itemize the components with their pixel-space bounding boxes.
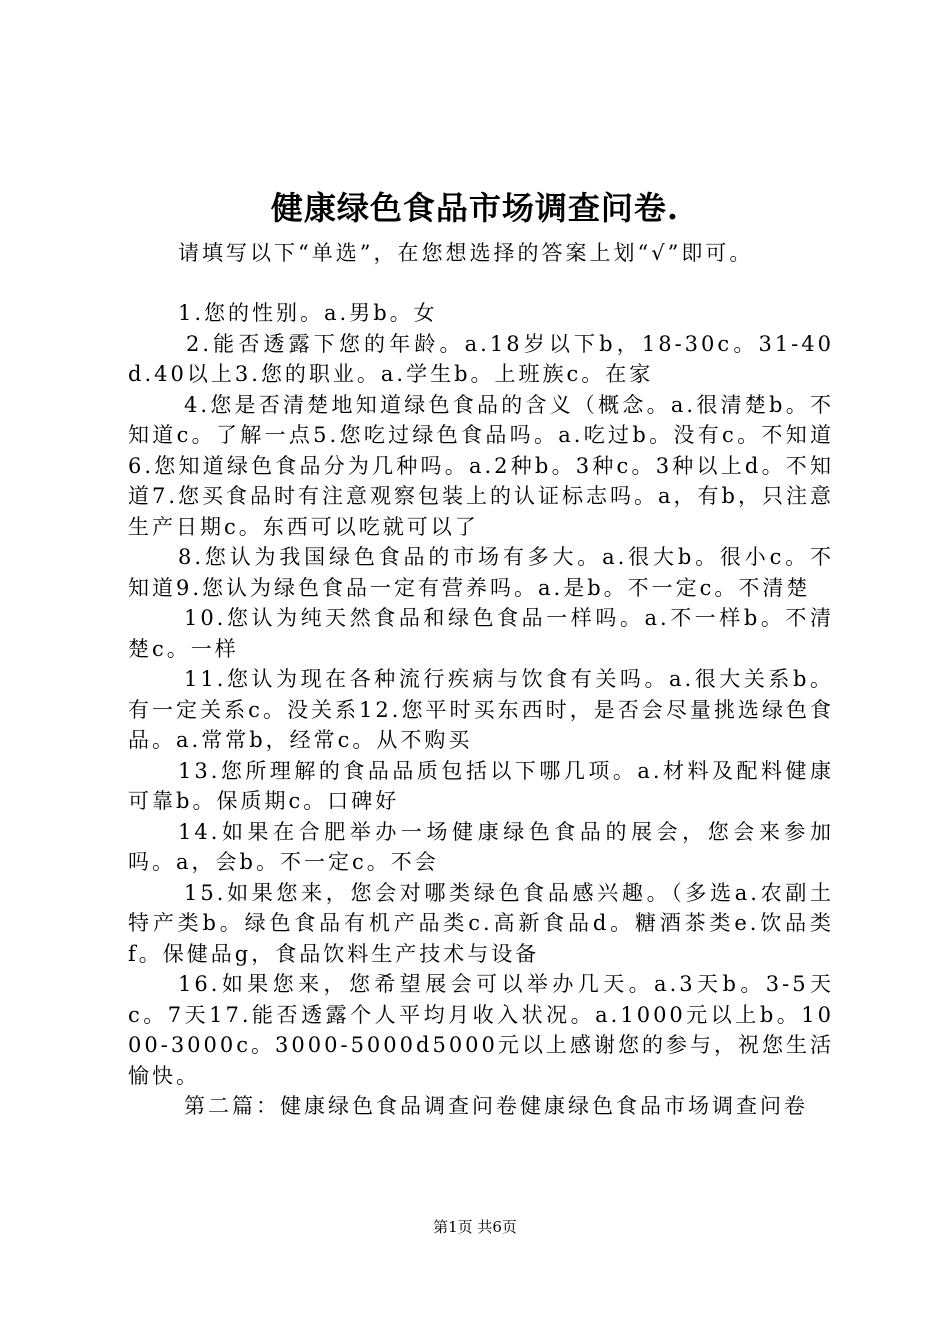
paragraph-2: 2.能否透露下您的年龄。a.18岁以下b，18-30c。31-40d.40以上3.您的职业。a.学生b。上班族c。在家 <box>128 331 834 386</box>
question-list <box>128 298 834 1122</box>
paragraph-10: 16.如果您来，您希望展会可以举办几天。a.3天b。3-5天c。7天17.能否透露个人平均月收入状况。a.1000元以上b。1000-3000c。3000-5000d5000元以上感谢您的参与，祝您生活愉快。 <box>128 972 834 1088</box>
paragraph-5: 10.您认为纯天然食品和绿色食品一样吗。a.不一样b。不清楚c。一样 <box>128 606 834 661</box>
paragraph-9: 15.如果您来，您会对哪类绿色食品感兴趣。（多选a.农副土特产类b。绿色食品有机产品类c.高新食品d。糖酒茶类e.饮品类f。保健品g，食品饮料生产技术与设备 <box>128 880 834 966</box>
document-title: 健康绿色食品市场调查问卷. <box>270 189 680 227</box>
paragraph-3: 4.您是否清楚地知道绿色食品的含义（概念。a.很清楚b。不知道c。了解一点5.您吃过绿色食品吗。a.吃过b。没有c。不知道6.您知道绿色食品分为几种吗。a.2种b。3种c。3种以上d。不知道7.您买食品时有注意观察包装上的认证标志吗。a，有b，只注意生产日期c。东西可以吃就可以了 <box>128 392 834 539</box>
instruction-text: 请填写以下“单选”，在您想选择的答案上划“√”即可。 <box>178 241 754 265</box>
page-number: 第1页 共6页 <box>433 1218 517 1236</box>
paragraph-1: 1.您的性别。a.男b。女 <box>178 301 438 325</box>
paragraph-4: 8.您认为我国绿色食品的市场有多大。a.很大b。很小c。不知道9.您认为绿色食品一定有营养吗。a.是b。不一定c。不清楚 <box>128 545 834 600</box>
paragraph-6: 11.您认为现在各种流行疾病与饮食有关吗。a.很大关系b。有一定关系c。没关系12.您平时买东西时，是否会尽量挑选绿色食品。a.常常b，经常c。从不购买 <box>128 667 834 752</box>
paragraph-8: 14.如果在合肥举办一场健康绿色食品的展会，您会来参加吗。a，会b。不一定c。不会 <box>128 819 834 874</box>
paragraph-7: 13.您所理解的食品品质包括以下哪几项。a.材料及配料健康可靠b。保质期c。口碑好 <box>128 758 834 813</box>
paragraph-11: 第二篇：健康绿色食品调查问卷健康绿色食品市场调查问卷 <box>184 1094 808 1118</box>
